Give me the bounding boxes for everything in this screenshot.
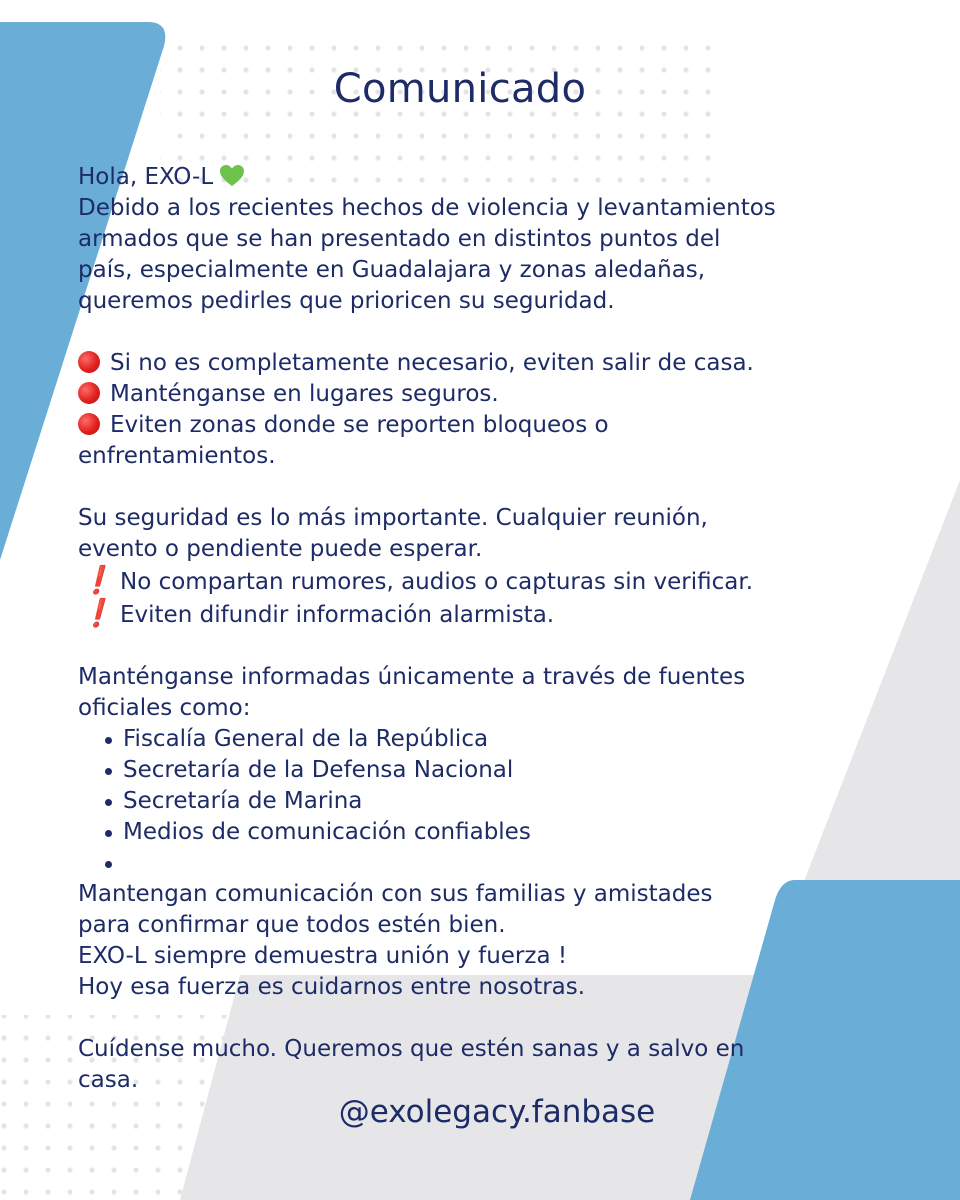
greeting-text: Hola, EXO-L [78,164,214,190]
sources-paragraph [78,662,888,879]
sources-intro-line: Manténganse informadas únicamente a través de fuentes [78,664,746,690]
sources-intro-line: oficiales como: [78,695,251,721]
list-item: Medios de comunicación confiables [78,817,888,848]
sources-list [78,724,888,879]
list-item: Secretaría de la Defensa Nacional [78,755,888,786]
warning-item: ❗ No compartan rumores, audios o capturas sin verificar. [80,565,754,596]
list-item: Eviten zonas donde se reporten bloqueos o [78,410,888,441]
exclamation-icon: ❗ [80,565,114,596]
closing-line: EXO-L siempre demuestra unión y fuerza ! [78,943,568,969]
announcement-body [78,162,888,1096]
intro-line: queremos pedirles que prioricen su seguridad. [78,288,615,314]
farewell-line: casa. [78,1067,139,1093]
list-item: Secretaría de Marina [78,786,888,817]
green-heart-icon [219,164,245,188]
red-circle-icon [78,382,100,404]
fanbase-handle: @exolegacy.fanbase [338,1094,656,1130]
safety-line: Su seguridad es lo más importante. Cualquier reunión, [78,505,708,531]
safety-paragraph [78,503,888,631]
intro-line: Debido a los recientes hechos de violencia y levantamientos [78,195,776,221]
safety-line: evento o pendiente puede esperar. [78,536,483,562]
list-item: Si no es completamente necesario, eviten salir de casa. [78,348,888,379]
closing-line: Mantengan comunicación con sus familias y amistades [78,881,713,907]
warning-item: ❗ Eviten difundir información alarmista. [80,598,555,629]
intro-line: armados que se han presentado en distintos puntos del [78,226,721,252]
red-circle-icon [78,413,100,435]
red-circle-icon [78,351,100,373]
recommendations-list [78,348,888,472]
intro-line: país, especialmente en Guadalajara y zonas aledañas, [78,257,706,283]
closing-paragraph [78,879,888,1003]
list-item: Fiscalía General de la República [78,724,888,755]
page-title: Comunicado [333,66,587,112]
exclamation-icon: ❗ [80,598,114,629]
farewell-paragraph [78,1034,888,1096]
list-item-continuation: enfrentamientos. [78,443,276,469]
intro-paragraph [78,162,888,317]
greeting-line [78,162,888,193]
closing-line: Hoy esa fuerza es cuidarnos entre nosotras. [78,974,586,1000]
list-item: Manténganse en lugares seguros. [78,379,888,410]
farewell-line: Cuídense mucho. Queremos que estén sanas y a salvo en [78,1036,745,1062]
closing-line: para confirmar que todos estén bien. [78,912,506,938]
list-item-empty [78,848,888,879]
